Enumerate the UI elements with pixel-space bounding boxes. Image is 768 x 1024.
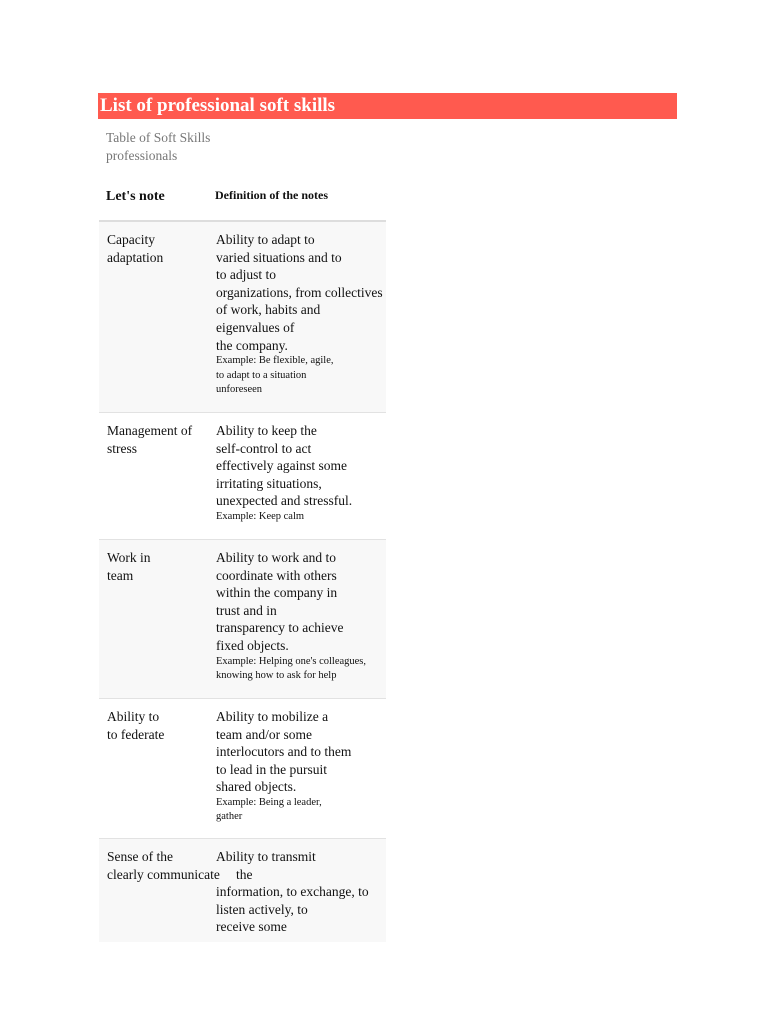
example-text: unforeseen (216, 384, 263, 396)
table-row (99, 839, 386, 942)
definition-text: the company. (216, 337, 288, 353)
table-header (99, 183, 386, 222)
definition-text: interlocutors and to them (216, 744, 352, 760)
definition-text: of work, habits and (216, 302, 321, 318)
table-row (99, 413, 386, 540)
note-text: Sense of the (107, 849, 173, 864)
definition-text: coordinate with others (216, 567, 337, 583)
definition-cell (207, 699, 351, 838)
example-text: Example: Being a leader, (216, 796, 322, 808)
definition-text: within the company in (216, 585, 338, 601)
note-text: adaptation (107, 249, 164, 265)
note-text: Capacity (107, 232, 155, 247)
table-row (99, 699, 386, 839)
header-note: Let's note (106, 188, 165, 204)
definition-cell (207, 540, 366, 698)
note-text: clearly communicate (107, 866, 220, 882)
definition-text: to adjust to (216, 267, 276, 283)
note-text: Management of (107, 423, 193, 438)
example-text: Example: Helping one's colleagues, (216, 655, 367, 667)
table-row (99, 540, 386, 699)
example-text: to adapt to a situation (216, 369, 307, 381)
note-text: Work in (107, 550, 151, 565)
definition-text: trust and in (216, 602, 277, 618)
definition-text: unexpected and stressful. (216, 493, 353, 509)
note-text: Ability to (107, 709, 160, 724)
definition-text: information, to exchange, to (216, 884, 369, 900)
example-text: Example: Keep calm (216, 510, 305, 522)
definition-cell (207, 222, 383, 412)
note-text: stress (107, 440, 137, 456)
example-text: gather (216, 811, 243, 823)
example-text: Example: Be flexible, agile, (216, 355, 334, 367)
definition-text: the (236, 866, 253, 882)
page-title: List of professional soft skills (98, 93, 677, 119)
definition-cell (207, 413, 352, 539)
caption-line: professionals (106, 148, 178, 163)
definition-text: Ability to work and to (216, 550, 336, 565)
table-caption (106, 129, 246, 165)
definition-text: irritating situations, (216, 475, 322, 491)
soft-skills-table (99, 183, 386, 942)
definition-text: shared objects. (216, 779, 297, 795)
definition-text: effectively against some (216, 458, 347, 474)
note-cell (99, 540, 207, 698)
example-text: knowing how to ask for help (216, 670, 337, 682)
note-text: to federate (107, 726, 165, 742)
definition-text: self-control to act (216, 440, 312, 456)
note-cell (99, 413, 207, 539)
note-cell (99, 699, 207, 838)
definition-text: Ability to mobilize a (216, 709, 329, 724)
definition-text: to lead in the pursuit (216, 761, 327, 777)
table-row (99, 222, 386, 413)
definition-text: fixed objects. (216, 637, 289, 653)
definition-text: team and/or some (216, 726, 312, 742)
definition-text: Ability to transmit (216, 849, 316, 864)
definition-text: Ability to adapt to (216, 232, 315, 247)
definition-text: eigenvalues of (216, 319, 295, 335)
definition-text: Ability to keep the (216, 423, 317, 438)
definition-text: listen actively, to (216, 901, 308, 917)
header-definition: Definition of the notes (215, 188, 328, 202)
note-cell (99, 222, 207, 412)
note-text: team (107, 567, 134, 583)
definition-text: transparency to achieve (216, 620, 344, 636)
definition-cell (207, 839, 369, 942)
definition-text: receive some (216, 919, 287, 935)
note-cell (99, 839, 207, 942)
definition-text: varied situations and to (216, 249, 342, 265)
definition-text: organizations, from collectives (216, 284, 383, 300)
caption-line: Table of Soft Skills (106, 130, 211, 145)
